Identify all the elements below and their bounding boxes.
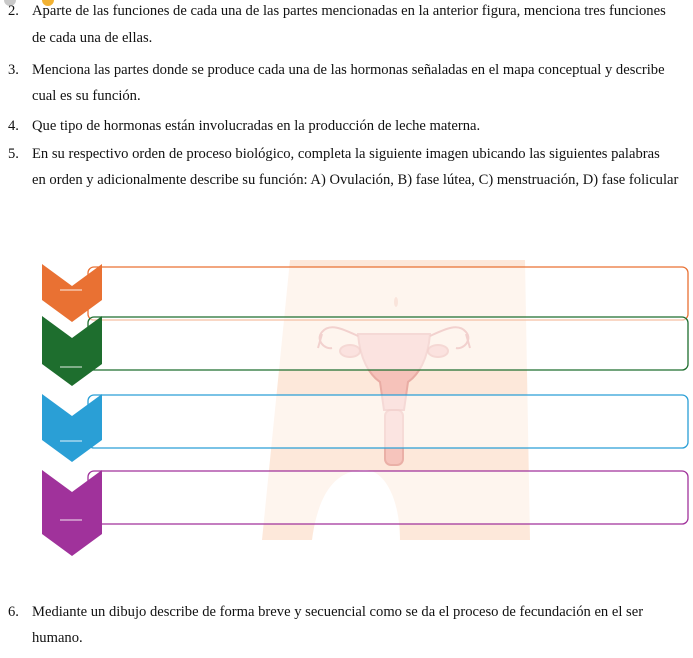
question-number: 6.	[8, 604, 19, 620]
step-box-c[interactable]	[88, 395, 688, 448]
question-number: 2.	[8, 3, 19, 19]
question-text-line1: En su respectivo orden de proceso biológico, completa la siguiente imagen ubicando las siguientes palabras	[32, 146, 660, 162]
question-6	[8, 603, 644, 646]
question-text-line1: Aparte de las funciones de cada una de las partes mencionadas en la anterior figura, menciona tres funciones	[32, 3, 666, 19]
question-text-line2: humano.	[32, 630, 83, 646]
step-box-b[interactable]	[88, 317, 688, 370]
step-chevron-d	[42, 470, 102, 556]
question-text-line1: Menciona las partes donde se produce cada una de las hormonas señaladas en el mapa conceptual y describe	[32, 62, 665, 78]
step-chevron-b	[42, 316, 102, 386]
question-text-line1: Mediante un dibujo describe de forma breve y secuencial como se da el proceso de fecundación en el ser	[32, 604, 644, 620]
question-text-line2: cual es su función.	[32, 88, 141, 104]
cycle-diagram	[0, 250, 693, 560]
question-5	[8, 145, 679, 188]
question-2	[8, 2, 666, 46]
step-chevron-c	[42, 394, 102, 462]
question-number: 3.	[8, 62, 19, 78]
question-number: 4.	[8, 118, 19, 134]
question-4	[8, 117, 480, 135]
question-text-line2: de cada una de ellas.	[32, 30, 153, 46]
question-text-line2: en orden y adicionalmente describe su función: A) Ovulación, B) fase lútea, C) menstruación, D) fase folicular	[32, 172, 679, 188]
question-number: 5.	[8, 146, 19, 162]
step-box-d[interactable]	[88, 471, 688, 524]
question-3	[8, 61, 665, 104]
question-text-line1: Que tipo de hormonas están involucradas en la producción de leche materna.	[32, 118, 481, 134]
step-box-a[interactable]	[88, 267, 688, 320]
